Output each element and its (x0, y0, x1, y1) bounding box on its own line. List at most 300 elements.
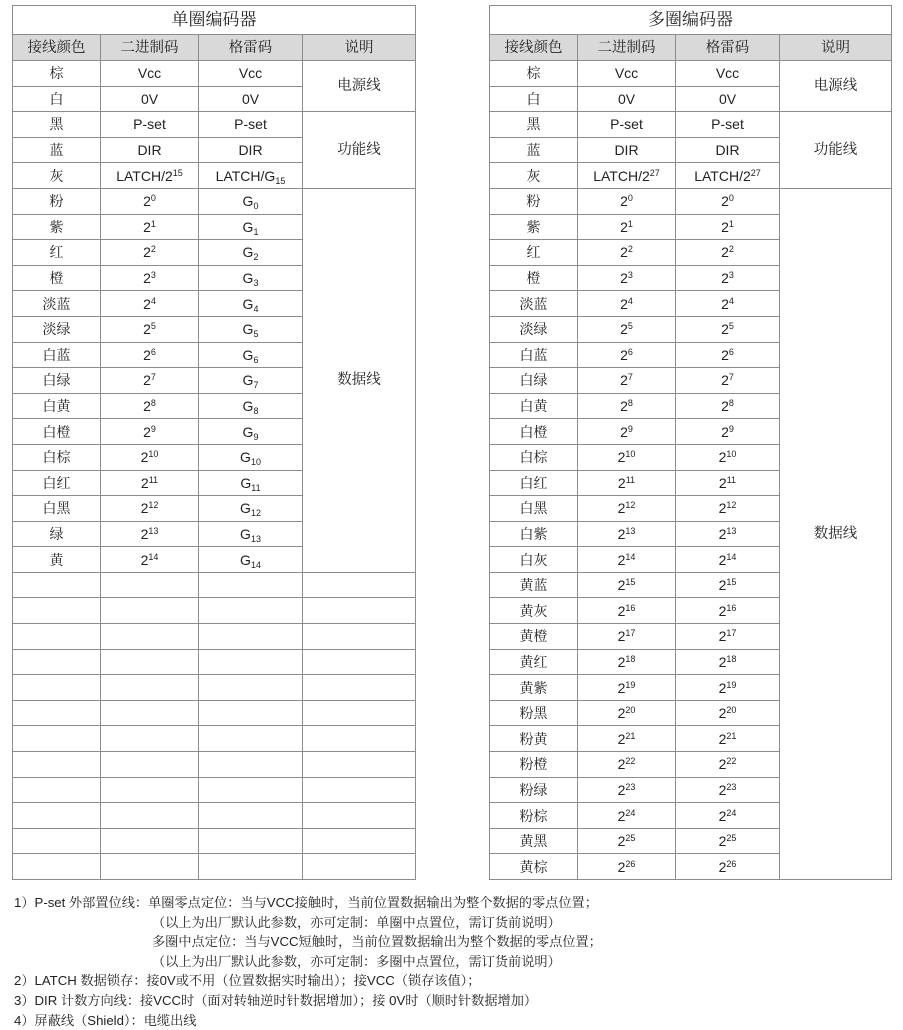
binary-code-cell-exponent: 8 (150, 398, 156, 409)
binary-code-cell-base: 2 (143, 193, 151, 210)
binary-code-cell (101, 342, 199, 368)
wire-color-cell: 紫 (13, 214, 101, 240)
binary-code-cell-exponent: 2 (627, 244, 633, 255)
gray-code-cell-subscript: 11 (251, 482, 261, 493)
gray-code-cell-exponent: 20 (726, 705, 737, 716)
binary-code-cell-exponent: 11 (148, 474, 159, 485)
binary-code-cell-base: Vcc (137, 65, 162, 82)
gray-code-cell-subscript: 0 (253, 201, 259, 212)
wire-color-cell: 粉 (490, 188, 578, 214)
binary-code-cell-exponent: 5 (627, 321, 633, 332)
gray-code-cell (676, 598, 780, 624)
wire-color-cell: 黄紫 (490, 675, 578, 701)
wire-color-cell: 白绿 (490, 368, 578, 394)
wire-color-cell: 白黄 (490, 393, 578, 419)
binary-code-cell-exponent: 25 (625, 833, 636, 844)
binary-code-cell (578, 470, 676, 496)
binary-code-cell (578, 726, 676, 752)
binary-code-cell-exponent: 6 (627, 346, 633, 357)
gray-code-cell-exponent: 1 (728, 218, 734, 229)
binary-code-cell-exponent: 17 (625, 628, 636, 639)
gray-code-cell-base: G (240, 474, 252, 491)
binary-code-cell (101, 291, 199, 317)
wire-color-cell: 灰 (490, 163, 578, 189)
gray-code-cell-base: G (242, 372, 254, 389)
gray-code-cell-base: G (242, 218, 254, 235)
note-1-detail: （以上为出厂默认此参数，亦可定制：单圈中点置位，需订货前说明） (152, 914, 561, 930)
binary-code-cell (578, 496, 676, 522)
empty-cell (303, 752, 416, 778)
empty-cell (303, 624, 416, 650)
binary-code-cell-base: 2 (620, 321, 628, 338)
gray-code-cell-exponent: 17 (726, 628, 737, 639)
binary-code-cell (101, 265, 199, 291)
binary-code-cell-base: 2 (620, 346, 628, 363)
binary-code-cell (101, 368, 199, 394)
empty-cell (303, 726, 416, 752)
wire-color-cell: 绿 (13, 521, 101, 547)
gray-code-cell-exponent: 16 (726, 602, 737, 613)
binary-code-cell (578, 752, 676, 778)
gray-code-cell-base: 0V (241, 90, 260, 107)
binary-code-cell-exponent: 22 (625, 756, 636, 767)
empty-cell (199, 726, 303, 752)
gray-code-cell-base: 2 (718, 602, 727, 619)
empty-cell (13, 675, 101, 701)
empty-cell (303, 854, 416, 880)
gray-code-cell-exponent: 15 (726, 577, 737, 588)
empty-cell (199, 803, 303, 829)
multi-turn-table (489, 5, 892, 880)
wire-color-cell: 白棕 (490, 444, 578, 470)
wire-color-cell: 淡绿 (13, 316, 101, 342)
binary-code-cell-base: 2 (620, 398, 628, 415)
binary-code-cell-base: 2 (143, 270, 151, 287)
gray-code-cell-subscript: 4 (253, 303, 259, 314)
empty-cell (199, 675, 303, 701)
wire-color-cell: 淡绿 (490, 316, 578, 342)
empty-row (13, 700, 416, 726)
gray-code-cell (676, 777, 780, 803)
gray-code-cell-exponent: 19 (726, 679, 737, 690)
binary-code-cell-exponent: 7 (627, 372, 633, 383)
gray-code-cell (676, 444, 780, 470)
binary-code-cell-base: 2 (140, 500, 149, 517)
binary-code-cell (578, 214, 676, 240)
binary-code-cell-base: 2 (143, 295, 151, 312)
empty-row (13, 752, 416, 778)
gray-code-cell (676, 700, 780, 726)
gray-code-cell (676, 316, 780, 342)
gray-code-cell-subscript: 2 (253, 252, 259, 263)
gray-code-cell (676, 265, 780, 291)
empty-row (13, 726, 416, 752)
gray-code-cell-base: Vcc (238, 65, 263, 82)
gray-code-cell-exponent: 18 (726, 653, 737, 664)
gray-code-cell-base: 2 (718, 756, 727, 773)
binary-code-cell-base: 2 (617, 705, 626, 722)
gray-code-cell-exponent: 21 (726, 730, 737, 741)
note-1-multi-detail: （以上为出厂默认此参数，亦可定制：多圈中点置位，需订货前说明） (152, 953, 561, 969)
empty-cell (101, 777, 199, 803)
binary-code-cell-exponent: 11 (625, 474, 636, 485)
gray-code-cell-exponent: 14 (726, 551, 737, 562)
wire-color-cell: 白灰 (490, 547, 578, 573)
gray-code-cell (199, 112, 303, 138)
binary-code-cell-base: 2 (140, 449, 149, 466)
binary-code-cell-exponent: 13 (625, 525, 636, 536)
binary-code-cell-exponent: 20 (625, 705, 636, 716)
wire-color-cell: 粉橙 (490, 752, 578, 778)
empty-row (13, 777, 416, 803)
wire-color-cell: 红 (490, 240, 578, 266)
binary-code-cell-base: 2 (140, 525, 149, 542)
binary-code-cell-base: 2 (143, 372, 151, 389)
table-row (13, 61, 416, 87)
wire-color-cell: 白红 (13, 470, 101, 496)
wire-color-cell: 白蓝 (13, 342, 101, 368)
gray-code-cell-base: DIR (715, 142, 740, 159)
wire-color-cell: 白 (490, 86, 578, 112)
binary-code-cell-base: Vcc (614, 65, 639, 82)
gray-code-cell (676, 521, 780, 547)
binary-code-cell-base: 0V (617, 90, 636, 107)
gray-code-cell-base: P-set (711, 116, 744, 133)
binary-code-cell-base: 2 (617, 551, 626, 568)
empty-row (13, 828, 416, 854)
wire-color-cell: 白绿 (13, 368, 101, 394)
gray-code-cell (199, 240, 303, 266)
binary-code-cell-base: LATCH/2 (116, 167, 173, 184)
binary-code-cell (578, 803, 676, 829)
wire-color-cell: 橙 (490, 265, 578, 291)
binary-code-cell-base: 2 (617, 679, 626, 696)
gray-code-cell-exponent: 12 (726, 500, 737, 511)
empty-cell (13, 803, 101, 829)
binary-code-cell-exponent: 21 (625, 730, 636, 741)
gray-code-cell (676, 291, 780, 317)
wire-color-cell: 粉黄 (490, 726, 578, 752)
gray-code-cell (199, 547, 303, 573)
empty-row (13, 598, 416, 624)
wire-color-cell: 橙 (13, 265, 101, 291)
table-row (13, 188, 416, 214)
gray-code-cell-subscript: 1 (253, 226, 259, 237)
gray-code-cell (199, 291, 303, 317)
binary-code-cell (101, 419, 199, 445)
gray-code-cell-base: 2 (721, 372, 729, 389)
binary-code-cell-base: 2 (140, 551, 149, 568)
gray-code-cell (199, 316, 303, 342)
binary-code-cell (578, 777, 676, 803)
binary-code-cell-base: 2 (143, 244, 151, 261)
gray-code-cell-subscript: 6 (253, 354, 259, 365)
gray-code-cell-exponent: 25 (726, 833, 737, 844)
note-4: 4）屏蔽线（Shield）：电缆出线 (14, 1012, 197, 1028)
binary-code-cell-base: 2 (620, 244, 628, 261)
gray-code-cell-base: G (242, 321, 254, 338)
empty-cell (101, 675, 199, 701)
binary-code-cell (578, 368, 676, 394)
empty-cell (13, 598, 101, 624)
table-row (490, 61, 892, 87)
binary-code-cell (578, 547, 676, 573)
binary-code-cell-exponent: 0 (627, 193, 633, 204)
binary-code-cell-base: LATCH/2 (593, 167, 650, 184)
wire-color-cell: 黄棕 (490, 854, 578, 880)
binary-code-cell (578, 112, 676, 138)
wire-color-cell: 紫 (490, 214, 578, 240)
gray-code-cell (676, 752, 780, 778)
gray-code-cell (676, 163, 780, 189)
binary-code-cell (101, 188, 199, 214)
empty-cell (13, 649, 101, 675)
group-function-line: 功能线 (780, 112, 892, 189)
binary-code-cell-base: 2 (617, 653, 626, 670)
empty-cell (101, 649, 199, 675)
gray-code-cell-base: P-set (234, 116, 267, 133)
wire-color-cell: 粉棕 (490, 803, 578, 829)
binary-code-cell-base: 2 (620, 295, 628, 312)
empty-cell (101, 803, 199, 829)
gray-code-cell-base: 2 (721, 244, 729, 261)
gray-code-cell-subscript: 13 (250, 533, 261, 544)
binary-code-cell-exponent: 12 (148, 500, 159, 511)
wire-color-cell: 白 (13, 86, 101, 112)
wire-color-cell: 白蓝 (490, 342, 578, 368)
gray-code-cell (199, 470, 303, 496)
binary-code-cell-exponent: 9 (150, 423, 156, 434)
notes (14, 893, 894, 1030)
note-1: 1）P-set 外部置位线：单圈零点定位：当与VCC接触时，当前位置数据输出为整个数据的零点位置； (14, 895, 598, 910)
gray-code-cell (676, 470, 780, 496)
binary-code-cell-base: 2 (617, 577, 626, 594)
gray-code-cell-subscript: 15 (275, 175, 286, 186)
empty-cell (303, 598, 416, 624)
binary-code-cell-exponent: 5 (150, 321, 156, 332)
empty-cell (13, 752, 101, 778)
binary-code-cell (101, 521, 199, 547)
binary-code-cell-base: 2 (143, 218, 151, 235)
empty-cell (303, 777, 416, 803)
binary-code-cell-exponent: 9 (627, 423, 633, 434)
binary-code-cell (101, 470, 199, 496)
empty-cell (101, 854, 199, 880)
binary-code-cell-base: P-set (610, 116, 643, 133)
binary-code-cell-base: 2 (143, 321, 151, 338)
gray-code-cell-base: 2 (718, 781, 727, 798)
gray-code-cell-base: G (242, 193, 254, 210)
binary-code-cell-exponent: 16 (625, 602, 636, 613)
gray-code-cell-subscript: 14 (250, 559, 261, 570)
empty-cell (101, 828, 199, 854)
gray-code-cell (199, 265, 303, 291)
gray-code-cell-base: 2 (718, 705, 727, 722)
gray-code-cell-base: G (242, 270, 254, 287)
binary-code-cell-base: 2 (620, 218, 628, 235)
gray-code-cell (199, 86, 303, 112)
empty-cell (101, 624, 199, 650)
binary-code-cell (578, 291, 676, 317)
wire-color-cell: 蓝 (490, 137, 578, 163)
wire-color-cell: 红 (13, 240, 101, 266)
wire-color-cell: 白紫 (490, 521, 578, 547)
empty-cell (303, 675, 416, 701)
wire-color-cell: 黄 (13, 547, 101, 573)
header-description: 说明 (303, 35, 416, 61)
binary-code-cell-base: 2 (620, 193, 628, 210)
gray-code-cell-exponent: 3 (728, 270, 734, 281)
binary-code-cell (578, 240, 676, 266)
binary-code-cell-base: 2 (617, 858, 626, 875)
gray-code-cell-base: G (242, 244, 254, 261)
note-3: 3）DIR 计数方向线：接VCC时（面对转轴逆时针数据增加）；接 0V时（顺时针数据增加） (14, 992, 538, 1008)
gray-code-cell-base: 2 (718, 525, 727, 542)
empty-cell (101, 700, 199, 726)
group-power-line: 电源线 (780, 61, 892, 112)
empty-row (13, 624, 416, 650)
gray-code-cell (199, 214, 303, 240)
binary-code-cell (101, 86, 199, 112)
gray-code-cell (676, 214, 780, 240)
gray-code-cell-base: 0V (718, 90, 737, 107)
gray-code-cell-exponent: 8 (728, 398, 734, 409)
binary-code-cell-base: P-set (133, 116, 166, 133)
binary-code-cell-exponent: 10 (148, 449, 159, 460)
binary-code-cell-base: 2 (620, 372, 628, 389)
group-data-line: 数据线 (780, 188, 892, 879)
gray-code-cell-base: 2 (718, 628, 727, 645)
gray-code-cell-subscript: 3 (253, 278, 259, 289)
empty-cell (101, 752, 199, 778)
gray-code-cell-base: 2 (718, 500, 727, 517)
binary-code-cell-exponent: 3 (627, 270, 633, 281)
binary-code-cell-base: 2 (620, 423, 628, 440)
table-row (490, 188, 892, 214)
binary-code-cell (578, 828, 676, 854)
group-power-line: 电源线 (303, 61, 416, 112)
binary-code-cell (578, 649, 676, 675)
gray-code-cell (199, 419, 303, 445)
gray-code-cell-exponent: 22 (726, 756, 737, 767)
gray-code-cell-exponent: 23 (726, 781, 737, 792)
binary-code-cell-exponent: 14 (625, 551, 636, 562)
binary-code-cell (578, 188, 676, 214)
header-binary-code: 二进制码 (578, 35, 676, 61)
binary-code-cell-exponent: 12 (625, 500, 636, 511)
gray-code-cell-exponent: 7 (728, 372, 734, 383)
gray-code-cell-base: 2 (721, 295, 729, 312)
gray-code-cell (676, 112, 780, 138)
empty-cell (303, 649, 416, 675)
note-2: 2）LATCH 数据锁存：接0V或不用（位置数据实时输出）；接VCC（锁存该值）； (14, 973, 481, 989)
wire-color-cell: 白黑 (13, 496, 101, 522)
empty-cell (101, 598, 199, 624)
gray-code-cell-exponent: 24 (726, 807, 737, 818)
wire-color-cell: 白棕 (13, 444, 101, 470)
header-binary-code: 二进制码 (101, 35, 199, 61)
empty-row (13, 649, 416, 675)
binary-code-cell-base: 2 (617, 781, 626, 798)
binary-code-cell (578, 572, 676, 598)
gray-code-cell-subscript: 10 (250, 457, 261, 468)
table-row (490, 112, 892, 138)
empty-cell (303, 700, 416, 726)
gray-code-cell (199, 444, 303, 470)
gray-code-cell (199, 163, 303, 189)
gray-code-cell (199, 496, 303, 522)
gray-code-cell (676, 61, 780, 87)
empty-cell (199, 649, 303, 675)
binary-code-cell-exponent: 18 (625, 653, 636, 664)
gray-code-cell-base: 2 (718, 833, 727, 850)
binary-code-cell-base: 2 (617, 500, 626, 517)
header-wire-color: 接线颜色 (13, 35, 101, 61)
gray-code-cell-base: LATCH/G (215, 167, 276, 184)
gray-code-cell-base: 2 (718, 551, 727, 568)
gray-code-cell-base: 2 (718, 577, 727, 594)
binary-code-cell-exponent: 13 (148, 525, 159, 536)
empty-cell (13, 726, 101, 752)
empty-cell (101, 726, 199, 752)
gray-code-cell-base: G (240, 449, 251, 466)
empty-cell (199, 598, 303, 624)
binary-code-cell-exponent: 15 (172, 167, 183, 178)
empty-cell (199, 854, 303, 880)
gray-code-cell-base: 2 (718, 474, 727, 491)
multi-table-title: 多圈编码器 (490, 6, 892, 35)
binary-code-cell (101, 61, 199, 87)
binary-code-cell (578, 393, 676, 419)
binary-code-cell (101, 163, 199, 189)
empty-cell (199, 752, 303, 778)
gray-code-cell (676, 803, 780, 829)
gray-code-cell-base: 2 (718, 730, 727, 747)
binary-code-cell-base: 2 (617, 628, 626, 645)
binary-code-cell-exponent: 26 (625, 858, 636, 869)
binary-code-cell-base: 2 (617, 833, 626, 850)
gray-code-cell-exponent: 0 (728, 193, 734, 204)
binary-code-cell-exponent: 0 (150, 193, 156, 204)
binary-code-cell-exponent: 27 (649, 167, 660, 178)
single-table-title: 单圈编码器 (13, 6, 416, 35)
gray-code-cell-base: Vcc (715, 65, 740, 82)
binary-code-cell-exponent: 24 (625, 807, 636, 818)
gray-code-cell (676, 496, 780, 522)
gray-code-cell (199, 393, 303, 419)
binary-code-cell-base: DIR (614, 142, 639, 159)
wire-color-cell: 白黄 (13, 393, 101, 419)
gray-code-cell-base: G (240, 525, 251, 542)
binary-code-cell (578, 316, 676, 342)
binary-code-cell-base: 2 (143, 398, 151, 415)
empty-row (13, 572, 416, 598)
group-function-line: 功能线 (303, 112, 416, 189)
single-turn-table (12, 5, 416, 880)
gray-code-cell (676, 854, 780, 880)
gray-code-cell (676, 675, 780, 701)
binary-code-cell (101, 112, 199, 138)
wire-color-cell: 黄蓝 (490, 572, 578, 598)
empty-cell (13, 700, 101, 726)
empty-cell (303, 572, 416, 598)
wire-color-cell: 白橙 (490, 419, 578, 445)
binary-code-cell-exponent: 2 (150, 244, 156, 255)
binary-code-cell (101, 547, 199, 573)
wire-color-cell: 黄黑 (490, 828, 578, 854)
binary-code-cell (578, 444, 676, 470)
wire-color-cell: 白橙 (13, 419, 101, 445)
